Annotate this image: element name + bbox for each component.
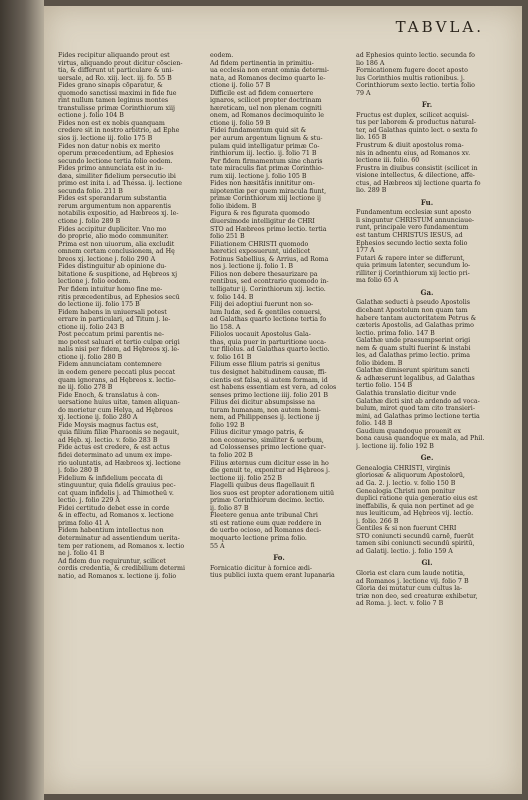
- index-line: Fides grano sinapis cõparatur, &: [58, 82, 163, 90]
- index-line: Ad fidem duo requiruntur, scilicet: [58, 557, 166, 565]
- index-line: Fornicationem fugere docet aposto: [356, 67, 468, 75]
- index-line: operum præcedentium, ad Ephesios: [58, 150, 174, 158]
- section-heading: Fr.: [421, 100, 433, 110]
- index-line: Fide actus est credere, & est actus: [58, 444, 170, 452]
- index-line: ctione ij. folio 59 B: [210, 119, 271, 127]
- index-line: lio 186 A: [356, 59, 385, 67]
- index-line: rint nullum tamen legimus montes: [58, 97, 169, 105]
- index-line: omnem certam conclusionem, ad Hę: [58, 248, 175, 256]
- index-line: Corinthiorum sexto lectio. tertia folio: [356, 82, 475, 90]
- index-line: li singuntur CHRISTUM annunciaue-: [356, 216, 475, 224]
- index-line: ma folio 65 A: [356, 277, 399, 285]
- index-line: Gloria est clara cum laude notitia,: [356, 570, 465, 577]
- index-line: lectio. j. folio 229 A: [58, 497, 120, 505]
- index-line: Fotinus Sabellius, & Arrius, ad Roma: [210, 255, 329, 263]
- index-line: ne j. folio 41 B: [58, 550, 105, 558]
- index-line: Ad fidem pertinentia in primitiu-: [210, 59, 314, 67]
- index-line: hæreticam, uel non plenam cogniti: [210, 104, 322, 112]
- index-line: ter, ad Galathas quinto lect. o sexta fo: [356, 126, 478, 134]
- index-line: Fides recipitur aliquando prout est: [58, 52, 170, 59]
- index-line: dæa, similiter fidelium persecutio ibi: [58, 172, 176, 180]
- index-line: folio ibidem. B: [210, 202, 257, 210]
- index-line: nis in adnentu eius, ad Romanos xv.: [356, 149, 471, 157]
- index-line: rinthiorum iij. lectio. ij. folio 71 B: [210, 150, 317, 158]
- index-line: lectione iij. folio 252 B: [210, 474, 282, 482]
- index-line: Genealogia Christi non ponitur: [356, 487, 455, 495]
- index-line: est habens essentiam est vera, ad colos: [210, 384, 337, 392]
- index-line: Gentiles & si non fuerunt CHRI: [356, 525, 457, 533]
- index-line: lectio. prima folio. 147 B: [356, 329, 435, 337]
- index-line: Filius dicitur ymago patris, &: [210, 429, 305, 437]
- index-line: ad Galatij. lectio. j. folio 159 A: [356, 547, 453, 555]
- index-line: de uerbo ocioso, ad Romanos deci-: [210, 527, 322, 535]
- index-line: quia primum latenter, secundum lo-: [356, 262, 471, 270]
- index-line: credere sit in nostro arbitrio, ad Ephe: [58, 127, 180, 135]
- index-line: primæ Corinthiorum xiij lectione ij: [210, 195, 321, 203]
- index-line: ad Roma. j. lect. v. folio 7 B: [356, 600, 444, 608]
- index-line: nalis nisi per fidem, ad Hębreos xj. le-: [58, 346, 180, 354]
- index-line: cientis est falsa, si autem formam, id: [210, 376, 328, 384]
- index-line: ad Ephesios quinto lectio. secunda fo: [356, 52, 475, 59]
- index-line: ad Colossenses primo lectione quar-: [210, 444, 326, 452]
- index-line: Fides non datur nobis ex merito: [58, 142, 161, 150]
- index-line: nos j. lectione ij. folio 1. B: [210, 263, 293, 271]
- index-line: Post peccatum primi parentis ne-: [58, 331, 164, 339]
- index-line: Figura & res figurata quomodo: [210, 210, 310, 218]
- index-line: quam ignorans, ad Hębreos x. lectio-: [58, 376, 176, 384]
- index-line: Fornicatio dicitur à fornice ædi-: [210, 564, 312, 572]
- index-line: Fidem annunciatam contemnere: [58, 361, 162, 369]
- index-line: Fidelium & infidelium peccata di: [58, 474, 163, 482]
- index-line: die genuit te, exponitur ad Hębreos j.: [210, 467, 330, 475]
- index-line: ignaros, scilicet propter doctrinam: [210, 97, 322, 105]
- index-line: moquarto lectione prima folio.: [210, 535, 307, 542]
- index-line: ritis præcedentibus, ad Ephesios secū: [58, 293, 180, 301]
- index-line: ad Ga. 2. j. lectio. v. folio 150 B: [356, 479, 456, 487]
- index-line: notabilis expositio, ad Hæbreos xj. le-: [58, 210, 179, 218]
- index-line: natio, ad Romanos x. lectione ij. folio: [58, 572, 177, 580]
- index-line: bulum, mirot quod tam cito transieri-: [356, 405, 475, 413]
- index-line: Fides distinguitur ab opinione du-: [58, 263, 167, 271]
- index-line: ctione ij. folio 280 B: [58, 353, 123, 361]
- index-line: mini, ad Galathas primo lectione tertia: [356, 412, 480, 420]
- index-line: rio uoluntatis, ad Hæbreos xj. lectione: [58, 459, 181, 467]
- index-line: folio 251 B: [210, 233, 245, 241]
- index-line: Ephesios secundo lectio sexta folio: [356, 239, 468, 247]
- index-line: visione intellectus, & dilectione, affe-: [356, 172, 475, 180]
- index-line: secundo lectione tertia folio eodem.: [58, 157, 173, 165]
- index-line: do morietur cum Helya, ad Hębreos: [58, 406, 173, 414]
- index-line: folio 192 B: [210, 421, 245, 429]
- index-line: sios ij. lectione iij. folio 175 B: [58, 135, 153, 143]
- index-line: j. folio. 266 B: [356, 517, 399, 525]
- index-line: Per fidem intuitur homo fine me-: [58, 285, 163, 293]
- index-line: determinatur ad assentiendum uerita-: [58, 535, 180, 542]
- index-line: xj. lectione ij. folio 280 A: [58, 414, 138, 422]
- index-line: rilliter ij Corinthiorum xij lectio pri-: [356, 269, 470, 277]
- index-line: Filiationem CHRISTI quomodo: [210, 240, 309, 248]
- index-line: virtus, aliquando prout dicitur cõscien-: [58, 59, 183, 67]
- index-line: errare in particulari, ad Titum j. le-: [58, 316, 171, 324]
- index-line: transtulisse primæ Corinthiorum xiij: [58, 104, 175, 112]
- index-line: ij. folio 87 B: [210, 504, 249, 512]
- index-line: Genealogia CHRISTI, virginis: [356, 464, 451, 472]
- index-line: cat quam infidelis j. ad Thimotheū v.: [58, 489, 174, 497]
- index-line: Flagelli quibus deus flagellauit fi: [210, 482, 315, 490]
- index-line: Filium esse filium patris si genitus: [210, 361, 321, 369]
- index-line: ectione j. folio 104 B: [58, 112, 124, 120]
- index-line: do proprie, alio modo communiter.: [58, 233, 169, 241]
- index-line: tem per rationem, ad Romanos x. lectio: [58, 542, 185, 550]
- index-line: uersale, ad Ro. xiij. lect. iij. fo. 55 B: [58, 74, 172, 82]
- index-line: per aurum argentum lignum & stu-: [210, 135, 323, 143]
- index-column-1: [58, 52, 196, 782]
- index-line: Fidem habentium intellectus non: [58, 527, 164, 535]
- index-line: bitatione & suspitione, ad Hębreos xj: [58, 270, 178, 278]
- index-line: STO coniuncti secundū carnē, fuerūt: [356, 532, 474, 540]
- index-line: lio 158. A: [210, 323, 241, 331]
- index-line: nipotentiæ per quem miracula fiunt,: [210, 187, 327, 195]
- index-line: diuersimode intelligitur de CHRI: [210, 218, 315, 226]
- index-line: stinguuntur, quia fidelis grauius pec-: [58, 482, 176, 490]
- index-line: primo est inita i. ad Thessa. ij. lectione: [58, 180, 183, 188]
- index-line: triæ non deo, sed creaturæ exhibetur,: [356, 592, 478, 600]
- index-line: Galathia translatio dicitur vnde: [356, 389, 457, 397]
- index-line: Fides non hæsitātis innititur om-: [210, 180, 315, 188]
- index-line: sti est ratione eum quæ reddere in: [210, 519, 322, 527]
- index-line: eodem.: [210, 52, 234, 59]
- index-line: hæretici exposuerunt, uidelicet: [210, 248, 311, 256]
- index-line: Difficile est ad fidem conuertere: [210, 89, 314, 97]
- index-line: Fundamentum ecclesiæ sunt aposto: [356, 209, 472, 217]
- index-line: thas, quia puer in parturitione uoca-: [210, 338, 327, 346]
- index-line: Fleetere genua ante tribunal Chri: [210, 512, 318, 520]
- index-line: Gaudium quandoque prouenit ex: [356, 427, 461, 435]
- index-line: j. folio 280 B: [58, 467, 99, 475]
- book-gutter: [0, 0, 44, 800]
- index-line: nem & quam stulti fuerint & instabi: [356, 344, 471, 352]
- index-line: gloriosæ & aliquorum Apostolorū,: [356, 472, 465, 480]
- index-line: nem, ad Philippenses ij. lectione ij: [210, 414, 320, 422]
- index-line: STO ad Hæbreos primo lectio. tertia: [210, 225, 327, 233]
- index-line: est tantum CHRISTUS IESUS, ad: [356, 232, 463, 240]
- index-line: v. folio 161 B: [210, 353, 252, 361]
- index-line: nata, ad Romanos decimo quarto le-: [210, 74, 326, 82]
- index-line: secunda folio. 211 B: [58, 187, 123, 195]
- index-line: v. folio 144. B: [210, 293, 254, 301]
- index-line: lios suos est propter adorationem uitiū: [210, 489, 335, 497]
- index-line: 55 A: [210, 542, 225, 550]
- index-line: tia, & differunt ut particulare & uni-: [58, 67, 174, 75]
- index-line: ineffabilis, & quia non pertinet ad ge: [356, 502, 474, 510]
- index-line: Fide Moysis magnus factus est,: [58, 421, 159, 429]
- index-line: mo potest saluari et tertio culpæ origi: [58, 338, 180, 346]
- index-line: quomodo sanctissi maximi in fide fue: [58, 89, 177, 97]
- index-line: dicebant Apostolum non quam tam: [356, 306, 468, 314]
- index-line: ne iij. folio 278 B: [58, 384, 113, 392]
- index-line: rentibus, sed econtrario quomodo in-: [210, 278, 329, 286]
- index-line: 79 A: [356, 89, 371, 97]
- index-line: duplici ratione quia generatio eius est: [356, 495, 478, 503]
- index-line: lio. 289 B: [356, 187, 387, 195]
- index-line: lio. 165 B: [356, 134, 387, 142]
- index-line: Fides est sperandarum substantia: [58, 195, 167, 203]
- section-heading: Fu.: [420, 197, 434, 207]
- index-line: Per fidem firmamentum sine charis: [210, 157, 323, 165]
- index-line: Frustra in diuibus consistit (scilicet in: [356, 164, 478, 172]
- index-line: fidei determinato ad unum ex impe-: [58, 451, 173, 459]
- section-heading: Gl.: [421, 558, 433, 568]
- index-line: lectione iii. folio. 60: [356, 157, 420, 165]
- index-line: Fidem habens in uniuersali potest: [58, 308, 167, 316]
- index-line: onem, ad Romanos decimoquinto le: [210, 112, 324, 120]
- index-line: tius publici iuxta quem erant lupanaria: [210, 572, 335, 580]
- index-line: bona causa quandoque ex mala, ad Phil.: [356, 435, 485, 443]
- index-line: Frustrum & diuit apostolus roma-: [356, 142, 464, 150]
- index-line: turam humanam, non autem homi-: [210, 406, 321, 414]
- index-line: les, ad Galathas primo lectio. prima: [356, 352, 470, 360]
- index-line: uersatione huius uitæ, tamen aliquan-: [58, 399, 180, 407]
- index-line: rerum argumentum non apparentis: [58, 202, 171, 210]
- index-line: habere tantam auctoritatem Petrus &: [356, 314, 477, 322]
- index-line: non econuerso, similiter & uerbum,: [210, 436, 324, 444]
- running-header: TABVLA.: [395, 18, 484, 36]
- index-line: Galathæ dimiserunt spiritum sancti: [356, 367, 470, 375]
- index-line: tus designet habitudinem causæ, ffi-: [210, 368, 327, 376]
- index-line: lectione j. folio eodem.: [58, 278, 131, 286]
- index-line: ad Romanos j. lectione vij. folio 7 B: [356, 577, 469, 585]
- index-line: primæ Corinthiorum decimo. lectio.: [210, 497, 325, 505]
- index-line: nus leuiticum, ad Hębreos vij. lectio.: [356, 510, 474, 518]
- index-line: Gloria dei mutatur cum cultus la-: [356, 585, 463, 593]
- index-line: ctione ij. folio 57 B: [210, 82, 271, 90]
- index-line: prima folio 41 A: [58, 519, 110, 527]
- index-line: & in effectu, ad Romanos x. lectione: [58, 512, 174, 520]
- index-line: tamen sibi coniuncti secundū spiritū,: [356, 540, 475, 548]
- index-line: telligatur ij. Corinthiorum xij. lectio.: [210, 285, 326, 293]
- index-line: Filios non debere thesaurizare pa: [210, 270, 318, 278]
- index-line: rum xiij. lectione j. folio 105 B: [210, 172, 307, 180]
- index-line: ctus, ad Hæbreos xij lectione quarta fo: [356, 179, 481, 187]
- index-column-3: [356, 52, 498, 782]
- index-line: Galathæ dicti sint ab ardendo ad voca-: [356, 397, 480, 405]
- index-line: Filius dei dicitur absumpsisse na: [210, 399, 315, 407]
- section-heading: Ge.: [420, 453, 434, 463]
- index-line: tertio folio. 154 B: [356, 382, 413, 390]
- index-line: Filius æternus cum dicitur esse in ho: [210, 459, 329, 467]
- index-line: Prima est non uiuorum, alia excludit: [58, 240, 175, 248]
- index-line: pulam quid intelligatur primæ Co-: [210, 142, 320, 150]
- index-line: lum Iudæ, sed & gentiles conuersi,: [210, 308, 322, 316]
- index-line: Fides accipitur dupliciter. Vno mo: [58, 225, 167, 233]
- index-line: folio. 148 B: [356, 420, 393, 428]
- index-line: ctione j. folio 289 B: [58, 218, 121, 226]
- index-line: Fides primo annunciata est in iu-: [58, 165, 164, 173]
- index-line: tate miraculis fiat primæ Corinthio-: [210, 165, 324, 173]
- index-line: tus per laborem & productus natural-: [356, 119, 477, 127]
- index-line: do lectione iij. folio 175 B: [58, 301, 140, 309]
- index-line: Fide Enoch, & translatus à con-: [58, 391, 160, 399]
- index-line: Filij dei adoptiui fuerunt non so-: [210, 301, 314, 309]
- index-line: Fides non est ex nobis quanquam: [58, 119, 165, 127]
- index-line: breos xj. lectione j. folio 290 A: [58, 255, 156, 263]
- index-line: Fructus est duplex, scilicet acquisi-: [356, 111, 470, 119]
- index-line: cæteris Apostolis, ad Galathas primo: [356, 322, 474, 330]
- section-heading: Ga.: [420, 287, 434, 297]
- section-heading: Fo.: [273, 553, 285, 563]
- index-line: Fidei fundamentum quid sit &: [210, 127, 307, 135]
- index-line: Galathæ seducti à pseudo Apostolis: [356, 299, 470, 307]
- index-line: tur filiolus. ad Galathas quarto lectio.: [210, 346, 330, 354]
- index-line: folio ibidem. B: [356, 359, 403, 367]
- index-line: ad Galathas quarto lectione tertia fo: [210, 316, 327, 324]
- index-line: ua ecclesia non erant omnia determi-: [210, 67, 330, 75]
- index-line: ta folio 202 B: [210, 451, 253, 459]
- index-line: Filiolos uocauit Apostolus Gala-: [210, 331, 311, 339]
- index-line: Fidei certitudo debet esse in corde: [58, 504, 170, 512]
- index-line: ad Hęb. xj. lectio. v. folio 283 B: [58, 436, 158, 444]
- index-line: j. lectione iij. folio 192 B: [356, 442, 434, 450]
- index-line: runt, principale vero fundamentum: [356, 224, 469, 232]
- index-line: Galathæ unde praesumpserint origi: [356, 337, 471, 345]
- index-line: Futari & rapere inter se differunt,: [356, 254, 465, 262]
- index-line: cordis credentia, & credibilium determi: [58, 565, 186, 573]
- index-line: & adhæserunt legalibus, ad Galathas: [356, 374, 475, 382]
- index-column-2: [210, 52, 348, 782]
- index-line: quia filium filiæ Pharaonis se negauit,: [58, 429, 180, 437]
- index-line: ctione iij. folio 243 B: [58, 323, 125, 331]
- index-line: 177 A: [356, 247, 375, 255]
- index-line: lus Corinthios multis rationibus. j.: [356, 74, 465, 82]
- index-line: senses primo lectione iiij. folio 201 B: [210, 391, 328, 399]
- index-line: in eodem genere peccati plus peccat: [58, 368, 176, 376]
